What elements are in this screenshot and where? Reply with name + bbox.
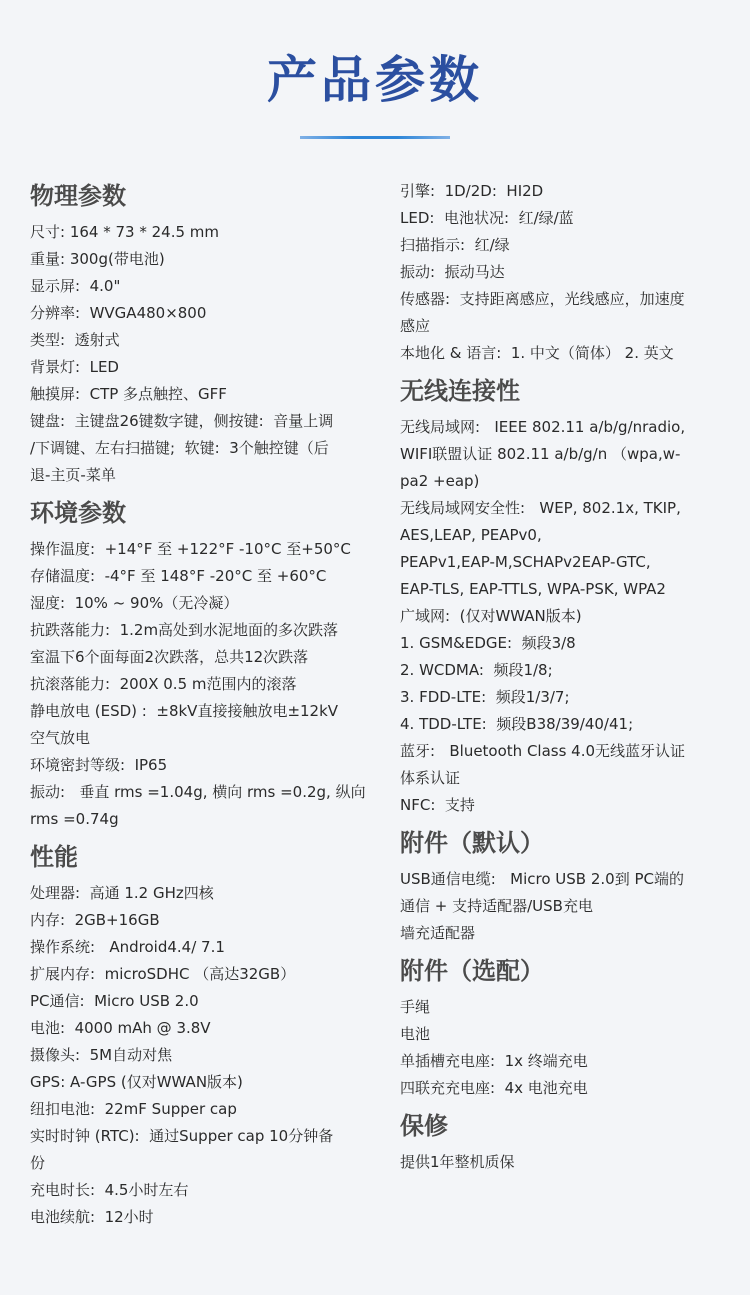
spec-section: [30, 176, 375, 489]
spec-line: 显示屏: 4.0": [30, 277, 121, 295]
spec-line: 传感器: 支持距离感应，光线感应，加速度: [400, 290, 685, 308]
section-title: 保修: [400, 1112, 448, 1140]
spec-line: 通信 + 支持适配器/USB充电: [400, 897, 593, 915]
spec-line: 份: [30, 1154, 46, 1172]
spec-line: PEAPv1,EAP-M,SCHAPv2EAP-GTC,: [400, 553, 651, 571]
section-title: 附件（选配）: [400, 957, 544, 985]
spec-section: [400, 951, 725, 1102]
spec-line: 广域网: (仅对WWAN版本): [400, 607, 582, 625]
left-column: [30, 176, 375, 1231]
spec-line: 退-主页-菜单: [30, 466, 116, 484]
spec-line: 墙充适配器: [400, 924, 476, 942]
spec-line: 抗跌落能力: 1.2m高处到水泥地面的多次跌落: [30, 621, 339, 639]
spec-line: 蓝牙: Bluetooth Class 4.0无线蓝牙认证: [400, 742, 686, 760]
spec-line: 空气放电: [30, 729, 91, 747]
spec-line: 触摸屏: CTP 多点触控、GFF: [30, 385, 227, 403]
spec-section: [400, 371, 725, 819]
spec-line: /下调键、左右扫描键; 软键: 3个触控键（后: [30, 439, 329, 457]
spec-line: 操作系统: Android4.4/ 7.1: [30, 938, 225, 956]
spec-line: 尺寸: 164 * 73 * 24.5 mm: [30, 223, 220, 241]
title-underline: [300, 136, 450, 139]
spec-section: [30, 493, 375, 833]
spec-line: WIFI联盟认证 802.11 a/b/g/n （wpa,w-: [400, 445, 681, 463]
spec-line: 操作温度: +14°F 至 +122°F -10°C 至+50°C: [30, 540, 351, 558]
spec-line: AES,LEAP, PEAPv0,: [400, 526, 542, 544]
spec-line: LED: 电池状况: 红/绿/蓝: [400, 209, 574, 227]
spec-line: 振动: 垂直 rms =1.04g, 横向 rms =0.2g, 纵向: [30, 783, 366, 801]
spec-line: 引擎: 1D/2D: HI2D: [400, 182, 544, 200]
spec-line: pa2 +eap): [400, 472, 480, 490]
spec-line: 类型: 透射式: [30, 331, 120, 349]
section-title: 附件（默认）: [400, 829, 544, 857]
spec-line: 四联充充电座: 4x 电池充电: [400, 1079, 588, 1097]
spec-line: 抗滚落能力: 200X 0.5 m范围内的滚落: [30, 675, 297, 693]
spec-line: 内存: 2GB+16GB: [30, 911, 160, 929]
scanner-spec-block: [400, 178, 725, 367]
spec-line: 1. GSM&EDGE: 频段3/8: [400, 634, 576, 652]
spec-line: 无线局域网: IEEE 802.11 a/b/g/nradio,: [400, 418, 686, 436]
spec-line: 分辨率: WVGA480×800: [30, 304, 207, 322]
spec-line: 2. WCDMA: 频段1/8;: [400, 661, 553, 679]
spec-line: 4. TDD-LTE: 频段B38/39/40/41;: [400, 715, 634, 733]
spec-line: 无线局域网安全性: WEP, 802.1x, TKIP,: [400, 499, 681, 517]
spec-line: 纽扣电池: 22mF Supper cap: [30, 1100, 237, 1118]
spec-line: 3. FDD-LTE: 频段1/3/7;: [400, 688, 570, 706]
spec-line: 本地化 & 语言: 1. 中文（简体） 2. 英文: [400, 344, 674, 362]
spec-line: 室温下6个面每面2次跌落，总共12次跌落: [30, 648, 309, 666]
spec-line: 电池: [400, 1025, 431, 1043]
spec-line: PC通信: Micro USB 2.0: [30, 992, 199, 1010]
section-title: 环境参数: [30, 499, 126, 527]
spec-line: 手绳: [400, 998, 431, 1016]
spec-line: 振动: 振动马达: [400, 263, 505, 281]
spec-line: USB通信电缆: Micro USB 2.0到 PC端的: [400, 870, 684, 888]
spec-line: 提供1年整机质保: [400, 1153, 515, 1171]
right-column: [400, 178, 725, 1176]
spec-line: 湿度: 10% ~ 90%（无冷凝）: [30, 594, 239, 612]
section-title: 无线连接性: [400, 377, 520, 405]
spec-line: GPS: A-GPS (仅对WWAN版本): [30, 1073, 243, 1091]
spec-line: 摄像头: 5M自动对焦: [30, 1046, 173, 1064]
spec-line: 电池续航: 12小时: [30, 1208, 154, 1226]
section-title: 性能: [30, 843, 78, 871]
spec-line: NFC: 支持: [400, 796, 475, 814]
spec-line: 单插槽充电座: 1x 终端充电: [400, 1052, 588, 1070]
spec-line: 背景灯: LED: [30, 358, 119, 376]
spec-line: 实时时钟 (RTC): 通过Supper cap 10分钟备: [30, 1127, 334, 1145]
spec-line: 环境密封等级: IP65: [30, 756, 168, 774]
spec-line: 感应: [400, 317, 431, 335]
spec-section: [400, 1106, 725, 1176]
spec-line: rms =0.74g: [30, 810, 119, 828]
spec-line: 键盘: 主键盘26键数字键，侧按键: 音量上调: [30, 412, 334, 430]
spec-line: 充电时长: 4.5小时左右: [30, 1181, 189, 1199]
spec-line: 静电放电 (ESD) : ±8kV直接接触放电±12kV: [30, 702, 339, 720]
spec-line: 电池: 4000 mAh @ 3.8V: [30, 1019, 211, 1037]
spec-line: 扩展内存: microSDHC （高达32GB）: [30, 965, 296, 983]
spec-section: [30, 837, 375, 1231]
spec-line: 处理器: 高通 1.2 GHz四核: [30, 884, 214, 902]
spec-line: 扫描指示: 红/绿: [400, 236, 510, 254]
spec-line: EAP-TLS, EAP-TTLS, WPA-PSK, WPA2: [400, 580, 666, 598]
spec-section: [400, 823, 725, 947]
spec-line: 重量: 300g(带电池): [30, 250, 165, 268]
spec-line: 体系认证: [400, 769, 461, 787]
section-title: 物理参数: [30, 182, 126, 210]
page-title: 产品参数: [267, 51, 483, 109]
spec-line: 存储温度: -4°F 至 148°F -20°C 至 +60°C: [30, 567, 327, 585]
